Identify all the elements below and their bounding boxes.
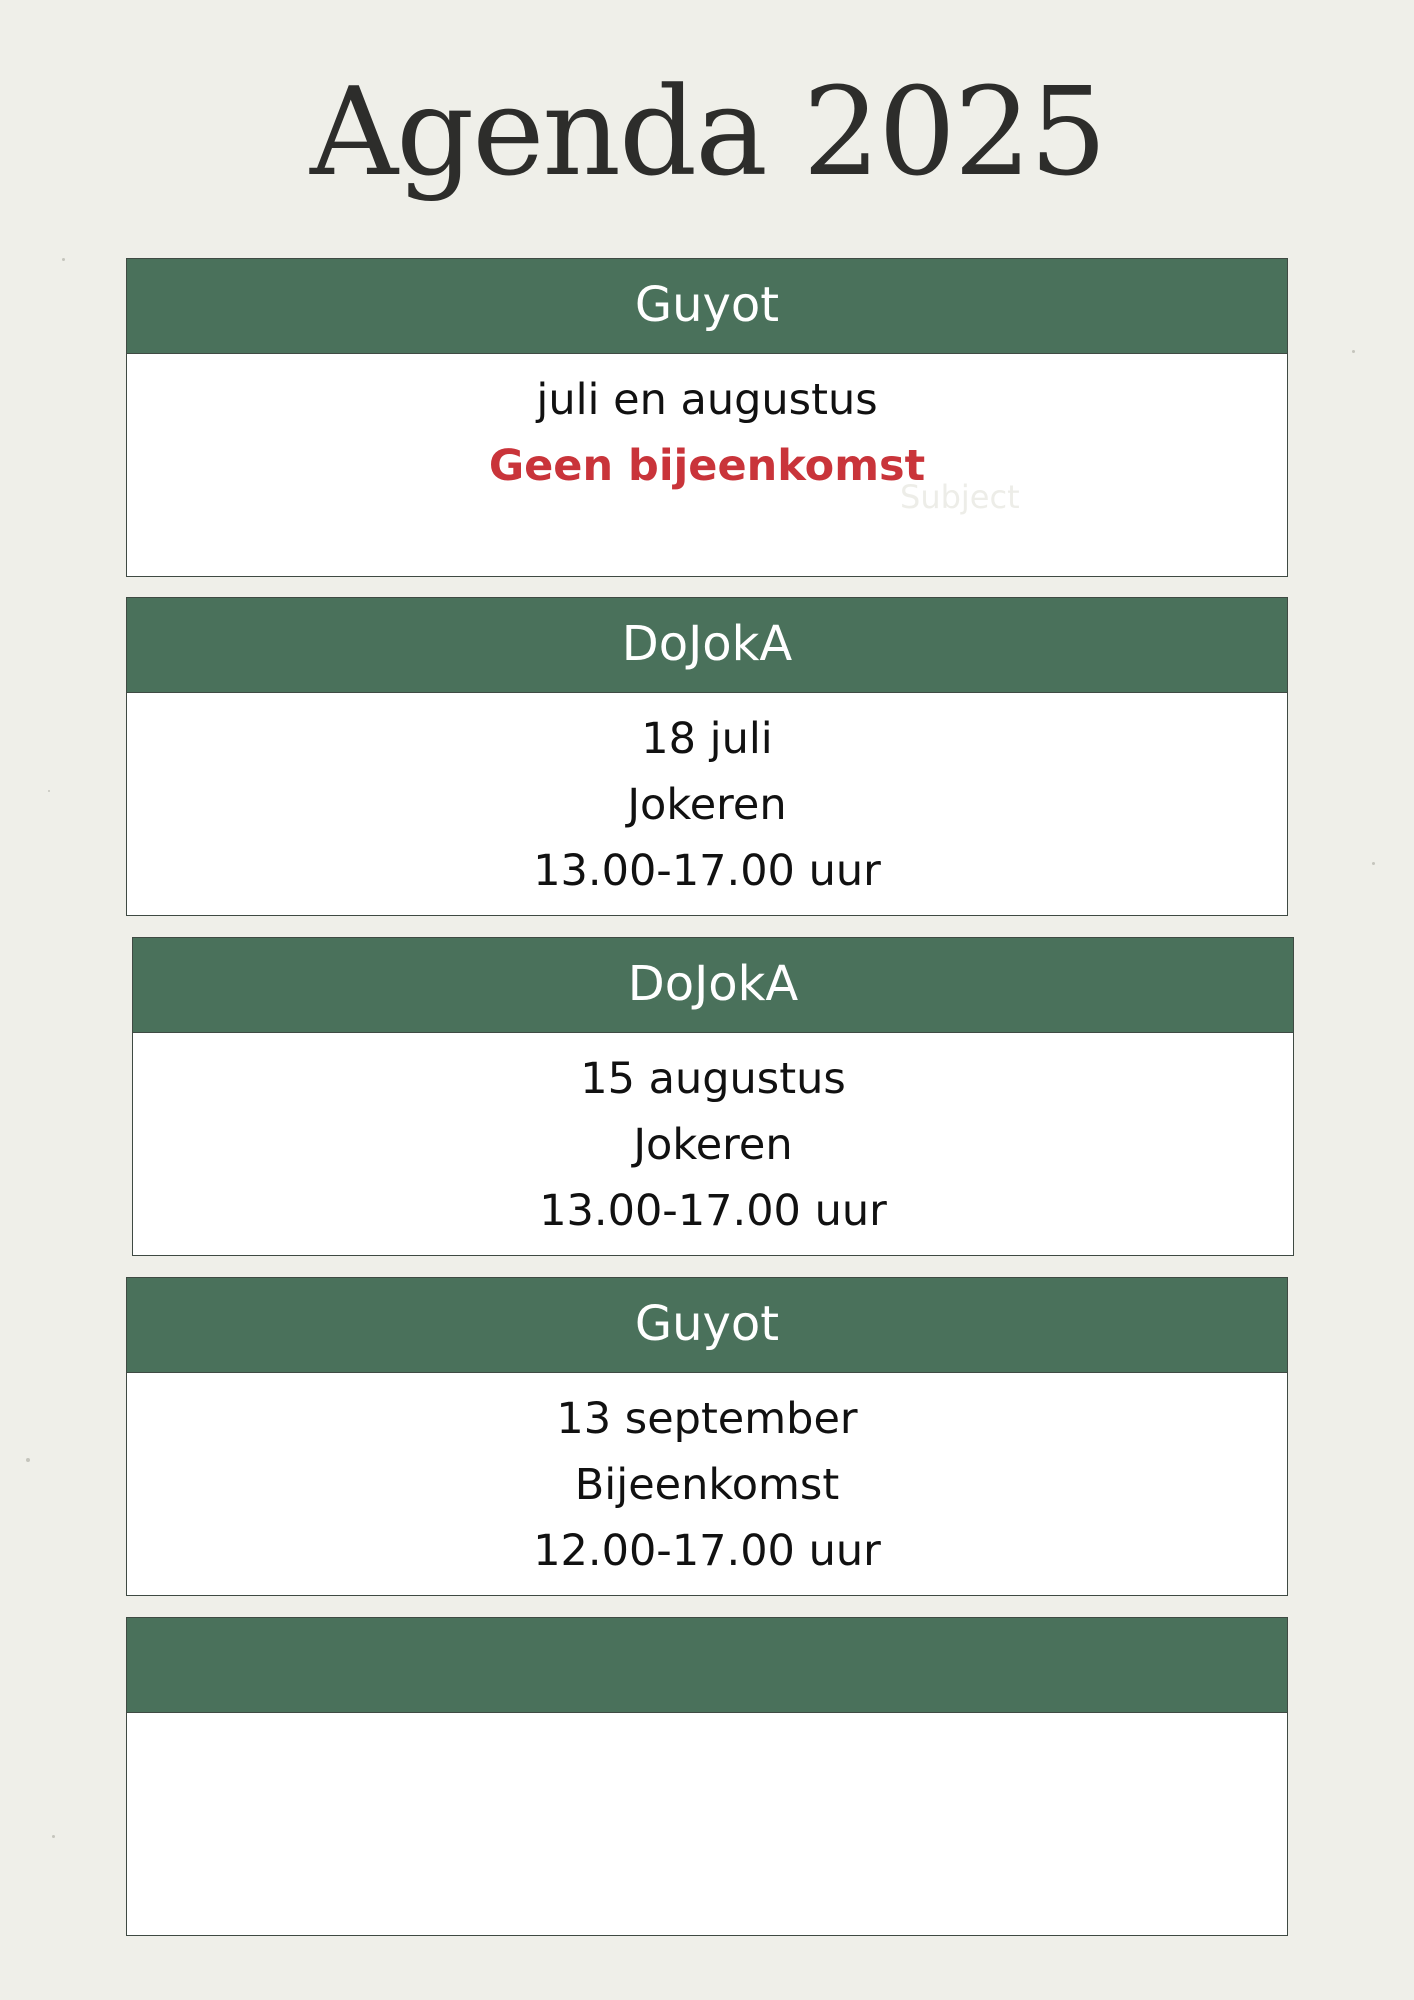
event-card-header: DoJokA	[133, 938, 1293, 1033]
event-card-header: Guyot	[127, 1278, 1287, 1373]
event-card-body	[133, 1033, 1293, 1255]
paper-speck	[1372, 862, 1375, 865]
event-card	[126, 258, 1288, 577]
event-time: 12.00-17.00 uur	[533, 1526, 881, 1576]
event-card-body	[127, 354, 1287, 576]
event-time: 13.00-17.00 uur	[533, 846, 881, 896]
event-card	[126, 1277, 1288, 1596]
faint-placeholder-text: Subject	[900, 478, 1020, 516]
event-activity: Jokeren	[633, 1120, 793, 1170]
event-card-body	[127, 693, 1287, 915]
page-title: Agenda 2025	[310, 61, 1106, 203]
paper-speck	[1352, 350, 1355, 353]
paper-speck	[26, 1458, 30, 1462]
event-activity: Jokeren	[627, 780, 787, 830]
paper-speck	[62, 258, 65, 261]
event-time: 13.00-17.00 uur	[539, 1186, 887, 1236]
event-activity: Bijeenkomst	[574, 1460, 840, 1510]
event-card	[132, 937, 1294, 1256]
paper-speck	[52, 1835, 55, 1838]
event-card-header	[127, 1618, 1287, 1713]
event-date: 18 juli	[641, 714, 773, 764]
paper-speck	[48, 790, 50, 792]
event-notice: Geen bijeenkomst	[488, 441, 926, 491]
event-card-header: Guyot	[127, 259, 1287, 354]
event-card-empty	[126, 1617, 1288, 1936]
event-card-body	[127, 1713, 1287, 1935]
event-card-header: DoJokA	[127, 598, 1287, 693]
event-date: juli en augustus	[536, 375, 878, 425]
event-date: 13 september	[556, 1394, 858, 1444]
event-card	[126, 597, 1288, 916]
event-date: 15 augustus	[580, 1054, 846, 1104]
event-card-body	[127, 1373, 1287, 1595]
